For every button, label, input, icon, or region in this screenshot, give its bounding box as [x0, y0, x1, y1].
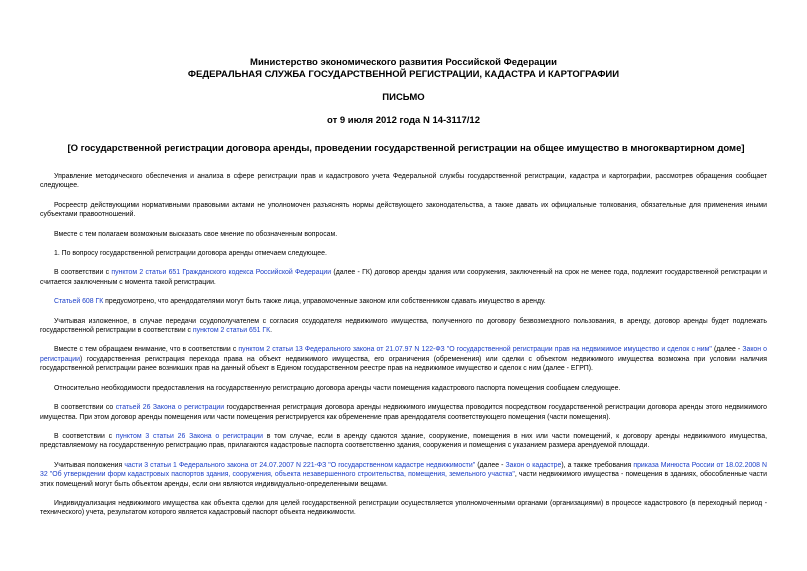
paragraph: Статьей 608 ГК предусмотрено, что арендодателями могут быть также лица, управомоченные законом или собственником сдавать имущество в аренду.	[54, 298, 546, 306]
law-link[interactable]: части 3 статьи 1 Федерального закона от 24.07.2007 N 221-ФЗ "О государственном кадастре недвижимости"	[124, 461, 476, 469]
law-link[interactable]: пунктом 3 статьи 26 Закона о регистрации	[115, 432, 263, 440]
document-date: от 9 июля 2012 года N 14-3117/12	[327, 115, 480, 126]
ministry-name: Министерство экономического развития Российской Федерации	[250, 57, 557, 68]
paragraph: Управление методического обеспечения и анализа в сфере регистрации прав и кадастрового учета Федеральной службы государственной регистрации, кадастра и картографии, рассмотрев обращения сообщает следующее.	[40, 173, 767, 190]
law-link[interactable]: приказа Минюста России от 18.02.2008 N 32 "Об утверждении форм кадастровых паспортов здания, сооружения, объекта незавершенного строительства, помещения, земельного участка"	[40, 461, 767, 479]
paragraph: Учитывая положения части 3 статьи 1 Федерального закона от 24.07.2007 N 221-ФЗ "О государственном кадастре недвижимости" (далее - Закон о кадастре), а также требования приказа Минюста России от 18.02.2008 N 32 "Об утверждении форм кадастровых паспортов здания, сооружения, объекта незавершенного строительства, помещения, земельного участка", части недвижимого имущества - помещения в зданиях, обособленные части этих помещений могут быть объектом аренды, если они являются индивидуально-определенными вещами.	[40, 461, 767, 488]
paragraph: В соответствии со статьей 26 Закона о регистрации государственная регистрация договора аренды недвижимого имущества проводится посредством государственной регистрации договора аренды этого недвижимого имущества. При этом договор аренды помещения или части помещения регистрируется как обременение прав арендодателя соответствующего помещения (части помещения).	[40, 404, 767, 421]
document-body	[40, 172, 767, 518]
paragraph: В соответствии с пунктом 2 статьи 651 Гражданского кодекса Российской Федерации (далее - ГК) договор аренды здания или сооружения, заключенный на срок не менее года, подлежит государственной регистрации и считается заключенным с момента такой регистрации.	[40, 269, 767, 286]
paragraph: В соответствии с пунктом 3 статьи 26 Закона о регистрации в том случае, если в аренду сдаются здание, сооружение, помещения в них или части помещений, к договору аренды недвижимого имущества, представляемому на государственную регистрацию прав, прилагаются кадастровые паспорта соответственно здания, сооружения и помещения с указанием размера арендуемой площади.	[40, 432, 767, 450]
law-link[interactable]: пунктом 2 статьи 651 Гражданского кодекса Российской Федерации	[111, 269, 332, 277]
law-link[interactable]: пунктом 2 статьи 651 ГК	[192, 327, 271, 335]
paragraph: Относительно необходимости предоставления на государственную регистрацию договора аренды части помещения кадастрового паспорта помещения сообщаем следующее.	[54, 384, 621, 392]
service-name: ФЕДЕРАЛЬНАЯ СЛУЖБА ГОСУДАРСТВЕННОЙ РЕГИСТРАЦИИ, КАДАСТРА И КАРТОГРАФИИ	[187, 69, 620, 80]
law-link[interactable]: статьей 26 Закона о регистрации	[115, 404, 225, 412]
paragraph: Росреестр действующими нормативными правовыми актами не уполномочен разъяснять нормы действующего законодательства, а также давать их официальные толкования, обязательные для применения иными субъектами правоотношений.	[40, 201, 767, 219]
paragraph: Учитывая изложенное, в случае передачи ссудополучателем с согласия ссудодателя недвижимого имущества, полученного по договору безвозмездного пользования, в аренду, договор аренды будет подлежать государственной регистрации в соответствии с пунктом 2 статьи 651 ГК.	[40, 317, 767, 335]
paragraph: 1. По вопросу государственной регистрации договора аренды отмечаем следующее.	[54, 250, 327, 258]
paragraph: Вместе с тем обращаем внимание, что в соответствии с пунктом 2 статьи 13 Федерального закона от 21.07.97 N 122-ФЗ "О государственной регистрации прав на недвижимое имущество и сделок с ним" (далее - Закон о регистрации) государственная регистрация перехода права на объект недвижимого имущества, его ограничения (обременения) или сделки с объектом недвижимого имущества возможна при условии наличия государственной регистрации ранее возникших прав на данный объект в Едином государственном реестре прав на недвижимое имущество и сделок с ним (далее - ЕГРП).	[40, 346, 767, 373]
paragraph: Индивидуализация недвижимого имущества как объекта сделки для целей государственной регистрации осуществляется уполномоченными органами (организациями) в процессе кадастрового (в переходный период - технического) учета, результатом которого является кадастровый паспорт объекта недвижимости.	[40, 499, 767, 517]
law-link[interactable]: Статьей 608 ГК	[54, 298, 104, 306]
law-link[interactable]: Закон о кадастре	[505, 461, 562, 469]
paragraph: Вместе с тем полагаем возможным высказать свое мнение по обозначенным вопросам.	[54, 230, 338, 238]
document-title: [О государственной регистрации договора аренды, проведении государственной регистрации на общее имущество в многоквартирном доме]	[67, 143, 745, 154]
law-link[interactable]: пунктом 2 статьи 13 Федерального закона от 21.07.97 N 122-ФЗ "О государственной регистрации прав на недвижимое имущество и сделок с ним"	[238, 346, 712, 354]
document-type: ПИСЬМО	[382, 92, 425, 103]
law-link[interactable]: Закон о регистрации	[40, 346, 767, 363]
